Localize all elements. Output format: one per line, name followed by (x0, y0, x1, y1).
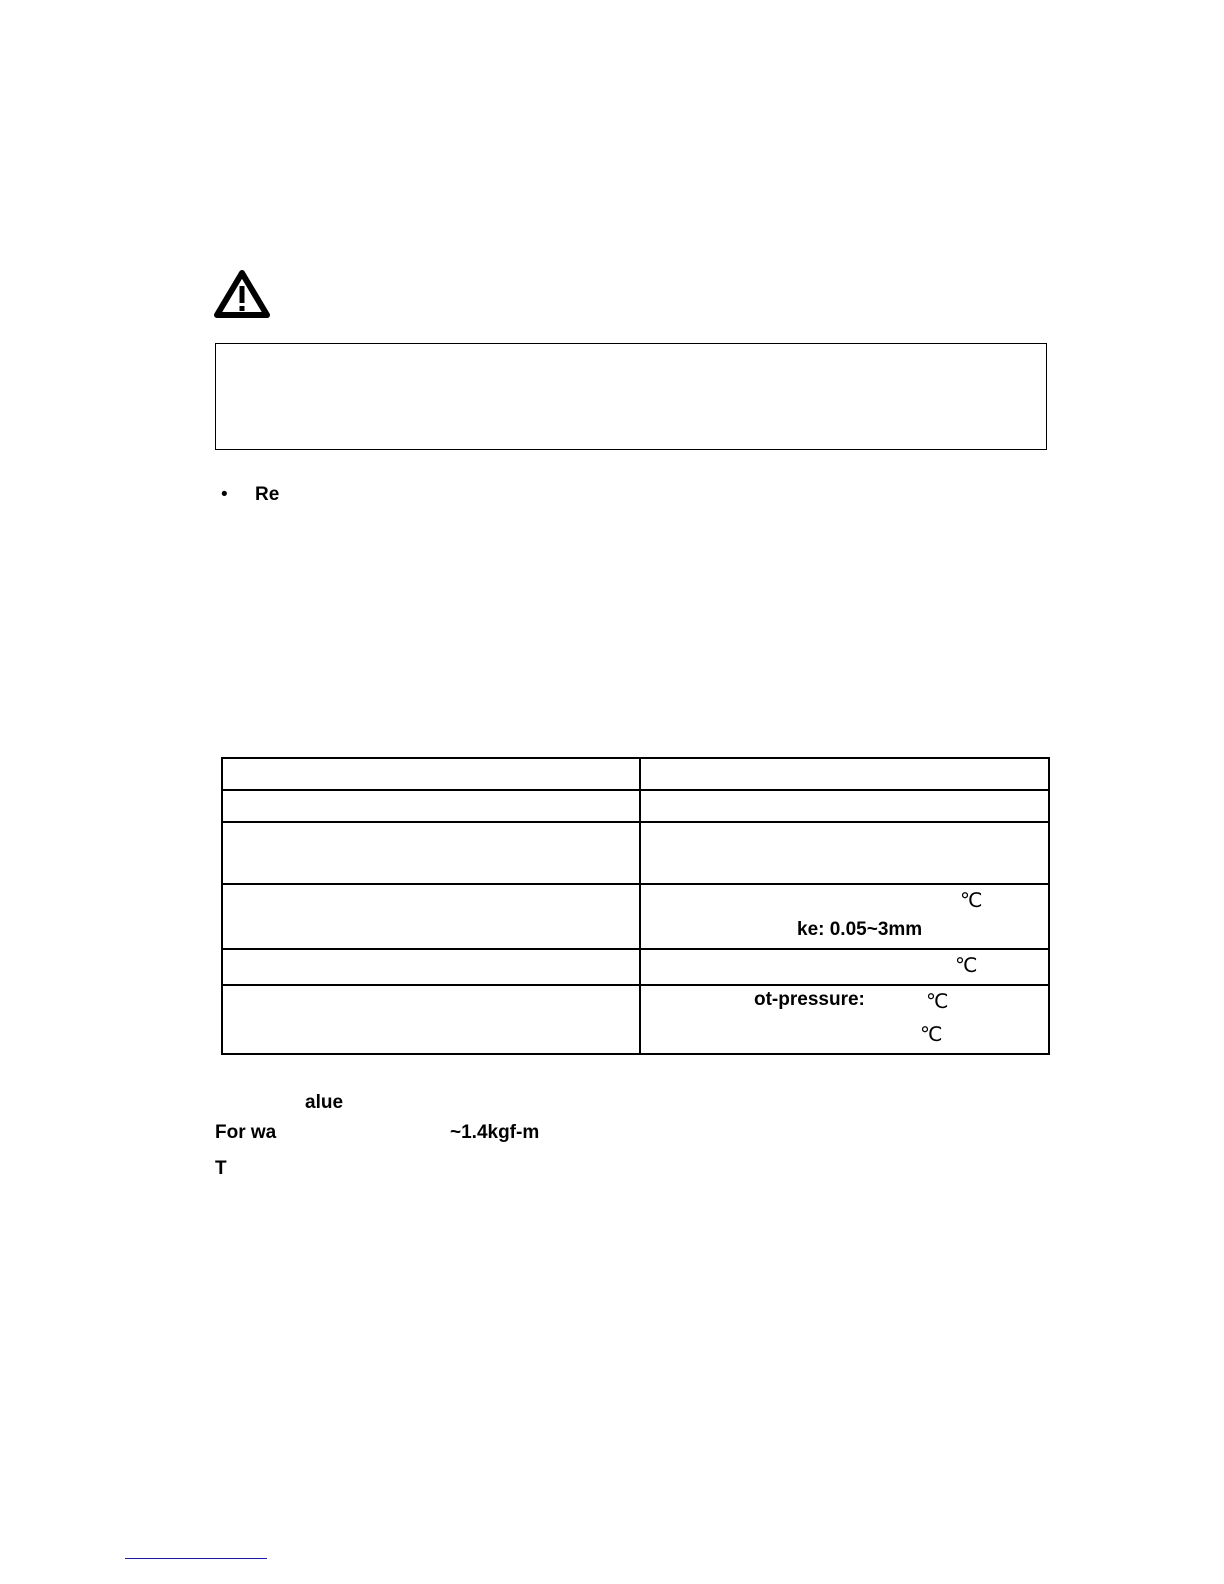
table-cell (640, 790, 1049, 822)
table-cell (222, 822, 640, 884)
table-row (222, 949, 1049, 985)
bullet-marker: • (221, 484, 228, 505)
table-cell (222, 949, 640, 985)
table-cell (640, 822, 1049, 884)
table-row (222, 985, 1049, 1054)
bullet-item (221, 484, 279, 506)
degree-celsius-symbol: ℃ (960, 888, 983, 912)
table-cell (640, 758, 1049, 790)
value-fragment: alue (305, 1092, 344, 1113)
torque-fragment: ~1.4kgf-m (450, 1122, 540, 1143)
bullet-text: Re (255, 484, 280, 505)
table-cell (222, 985, 640, 1054)
warning-triangle-icon (214, 269, 270, 319)
table-cell (222, 758, 640, 790)
spec-table (221, 757, 1050, 1055)
degree-celsius-symbol: ℃ (920, 1022, 943, 1046)
footnote-rule (125, 1558, 267, 1559)
cell-text: ke: 0.05~3mm (797, 919, 923, 940)
table-row (222, 822, 1049, 884)
table-cell (640, 949, 1049, 985)
table-cell (222, 790, 640, 822)
caution-notice-box (215, 343, 1047, 450)
degree-celsius-symbol: ℃ (955, 953, 978, 977)
t-fragment: T (215, 1158, 227, 1179)
table-cell (222, 884, 640, 949)
table-row (222, 790, 1049, 822)
table-row (222, 884, 1049, 949)
cell-text: ot-pressure: (754, 989, 865, 1010)
for-wa-fragment: For wa (215, 1122, 277, 1143)
table-row (222, 758, 1049, 790)
table-cell (640, 985, 1049, 1054)
degree-celsius-symbol: ℃ (926, 989, 949, 1013)
table-cell (640, 884, 1049, 949)
